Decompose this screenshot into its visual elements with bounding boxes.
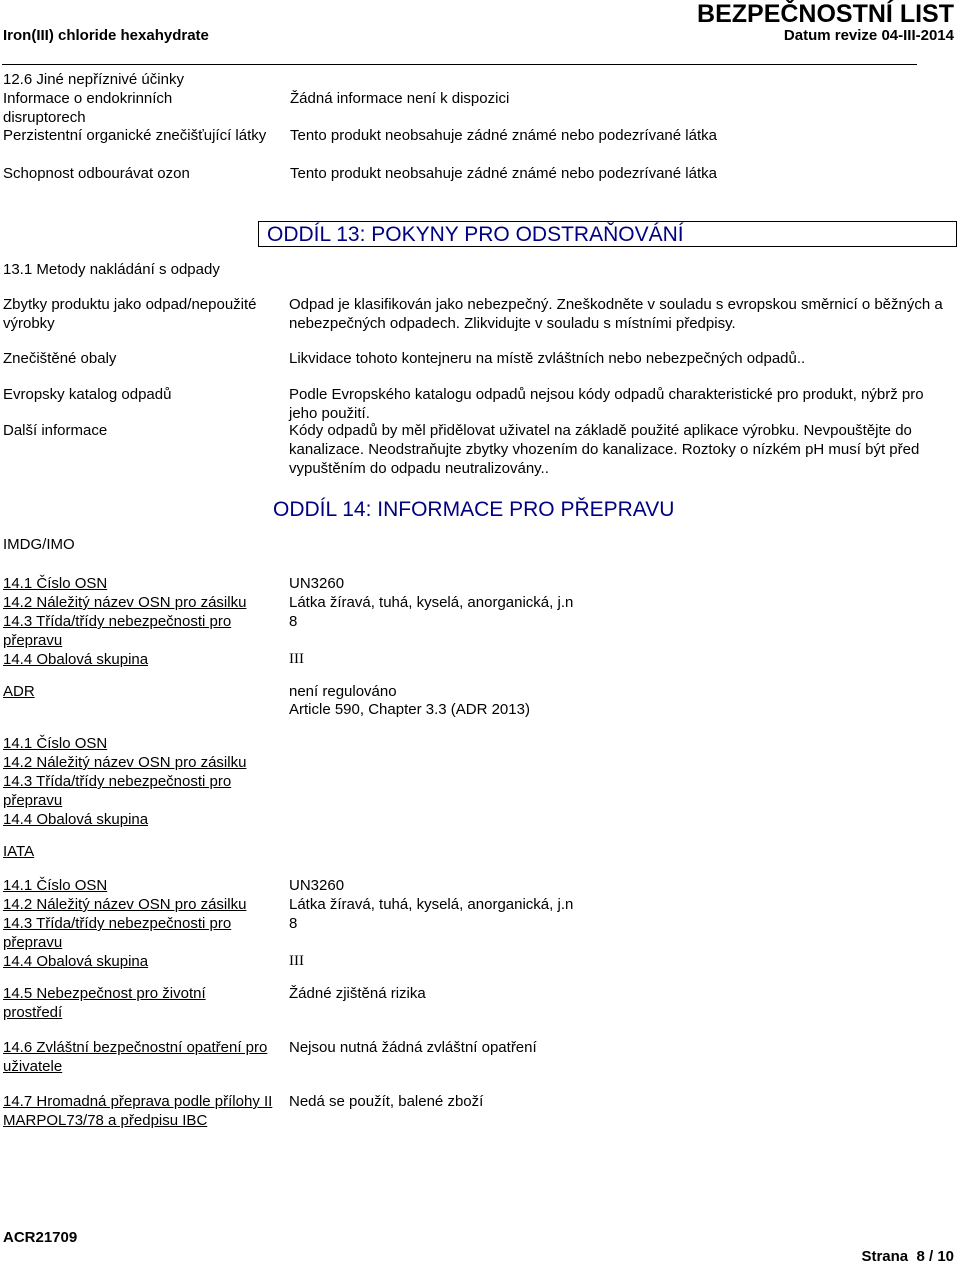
- residue-value: Odpad je klasifikován jako nebezpečný. Zneškodněte v souladu s evropskou směrnicí o běžných a nebezpečných odpadech. Zlikvidujte v souladu s místními předpisy.: [289, 296, 943, 332]
- section-14-title: ODDÍL 14: INFORMACE PRO PŘEPRAVU: [273, 498, 675, 521]
- page-indicator: [861, 1247, 954, 1266]
- adr-un-label: 14.1 Číslo OSN: [3, 735, 108, 752]
- adr-label: ADR: [3, 683, 35, 700]
- document-title: BEZPEČNOSTNÍ LIST: [697, 0, 954, 28]
- imdg-group-label: 14.4 Obalová skupina: [3, 651, 149, 668]
- adr-status: není regulováno: [289, 683, 397, 700]
- substance-name: Iron(III) chloride hexahydrate: [3, 27, 209, 44]
- ozone-value: Tento produkt neobsahuje zádné známé nebo podezrívané látka: [290, 165, 717, 182]
- imdg-name-value: Látka žíravá, tuhá, kyselá, anorganická, j.n: [289, 594, 574, 611]
- other-info-value: Kódy odpadů by měl přidělovat uživatel na základě použité aplikace výrobku. Nevpouštějte do kanalizace. Neodstraňujte zbytky vhozením do kanalizace. Roztoky o nízkém pH musí být před vypuštěním do odpadu neutralizovány..: [289, 422, 920, 477]
- catalog-value: Podle Evropského katalogu odpadů nejsou kódy odpadů charakteristické pro produkt, nýbrž pro jeho použití.: [289, 386, 924, 422]
- iata-name-label: 14.2 Náležitý název OSN pro zásilku: [3, 896, 247, 913]
- env-hazard-label: 14.5 Nebezpečnost pro životní prostředí: [3, 985, 206, 1021]
- packaging-value: Likvidace tohoto kontejneru na místě zvláštních nebo nebezpečných odpadů..: [289, 350, 806, 367]
- imdg-name-label: 14.2 Náležitý název OSN pro zásilku: [3, 594, 247, 611]
- product-code: ACR21709: [3, 1229, 78, 1246]
- iata-group-label: 14.4 Obalová skupina: [3, 953, 149, 970]
- bulk-transport-label: 14.7 Hromadná přeprava podle přílohy II MARPOL73/78 a předpisu IBC: [3, 1093, 273, 1129]
- revision-date: Datum revize 04-III-2014: [783, 27, 954, 44]
- env-hazard-value: Žádné zjištěná rizika: [289, 985, 426, 1002]
- page-number: 8 / 10: [916, 1248, 954, 1265]
- catalog-label: Evropsky katalog odpadů: [3, 386, 172, 403]
- iata-name-value: Látka žíravá, tuhá, kyselá, anorganická, j.n: [289, 896, 574, 913]
- imdg-class-value: 8: [289, 613, 298, 630]
- adr-article: Article 590, Chapter 3.3 (ADR 2013): [289, 701, 530, 718]
- imdg-un-value: UN3260: [289, 575, 345, 592]
- adr-class-label: 14.3 Třída/třídy nebezpečnosti pro přepravu: [3, 773, 232, 809]
- imdg-label: IMDG/IMO: [3, 536, 75, 553]
- s12-heading: 12.6 Jiné nepříznivé účinky: [3, 71, 184, 88]
- page-label: Strana: [861, 1248, 909, 1265]
- iata-class-value: 8: [289, 915, 298, 932]
- header-divider: [2, 64, 917, 65]
- iata-group-value: III: [289, 953, 304, 969]
- pbt-value: Tento produkt neobsahuje zádné známé nebo podezrívané látka: [290, 127, 717, 144]
- iata-un-label: 14.1 Číslo OSN: [3, 877, 108, 894]
- other-info-label: Další informace: [3, 422, 108, 439]
- iata-un-value: UN3260: [289, 877, 345, 894]
- endocrine-value: Žádná informace není k dispozici: [290, 90, 510, 107]
- section-13-title: ODDÍL 13: POKYNY PRO ODSTRAŇOVÁNÍ: [258, 221, 957, 247]
- adr-group-label: 14.4 Obalová skupina: [3, 811, 149, 828]
- ozone-label: Schopnost odbourávat ozon: [3, 165, 190, 182]
- pbt-label: Perzistentní organické znečišťující látky: [3, 127, 267, 144]
- imdg-un-label: 14.1 Číslo OSN: [3, 575, 108, 592]
- endocrine-label: Informace o endokrinních disruptorech: [3, 90, 173, 126]
- bulk-transport-value: Nedá se použít, balené zboží: [289, 1093, 484, 1110]
- special-precautions-label: 14.6 Zvláštní bezpečnostní opatření pro uživatele: [3, 1039, 268, 1075]
- adr-name-label: 14.2 Náležitý název OSN pro zásilku: [3, 754, 247, 771]
- iata-label: IATA: [3, 843, 35, 860]
- s13-subheading: 13.1 Metody nakládání s odpady: [3, 261, 220, 278]
- iata-class-label: 14.3 Třída/třídy nebezpečnosti pro přepravu: [3, 915, 232, 951]
- imdg-class-label: 14.3 Třída/třídy nebezpečnosti pro přepravu: [3, 613, 232, 649]
- residue-label: Zbytky produktu jako odpad/nepoužité výrobky: [3, 296, 257, 332]
- imdg-group-value: III: [289, 651, 304, 667]
- special-precautions-value: Nejsou nutná žádná zvláštní opatření: [289, 1039, 537, 1056]
- packaging-label: Znečištěné obaly: [3, 350, 117, 367]
